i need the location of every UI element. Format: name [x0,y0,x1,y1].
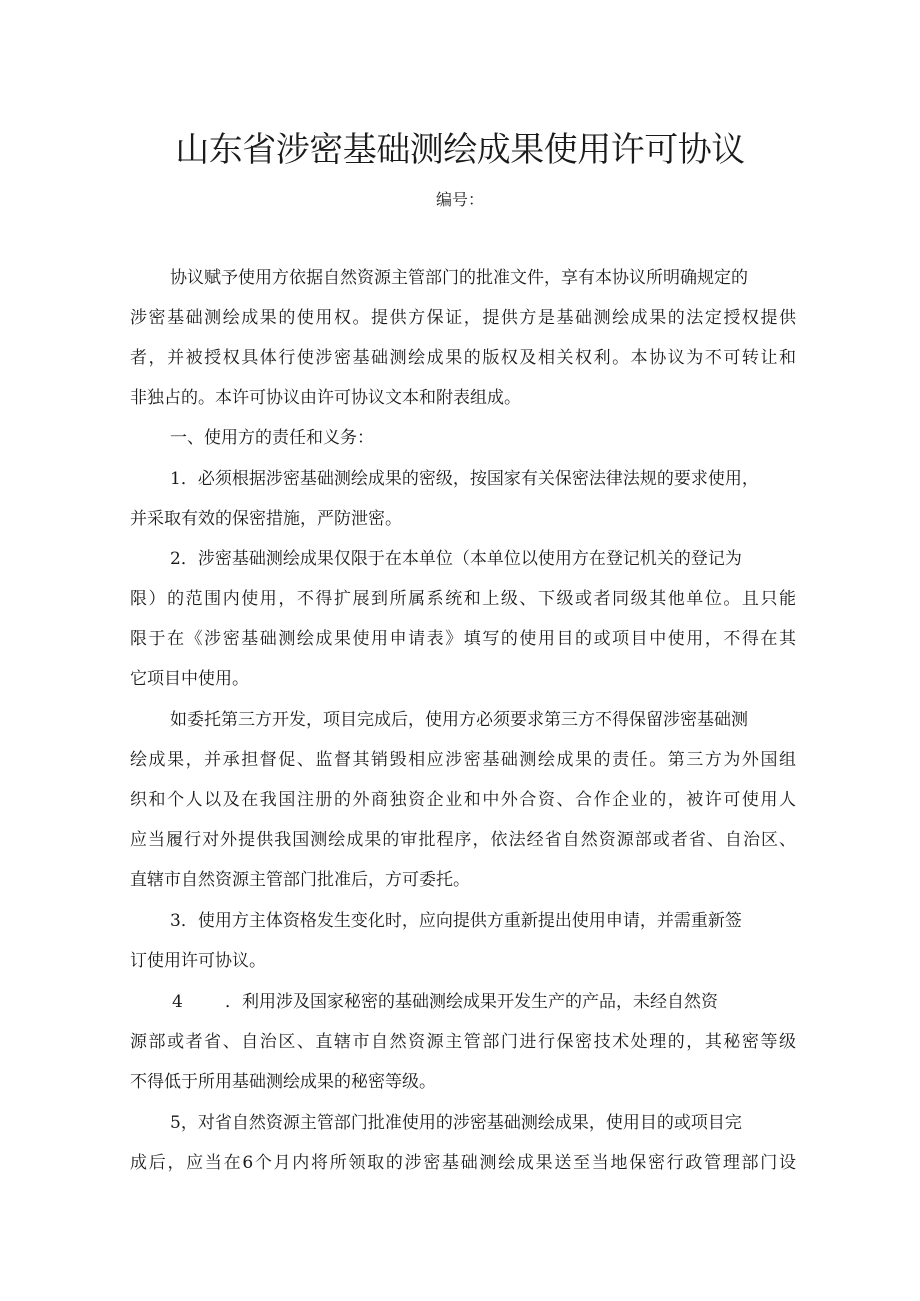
serial-number-label: 编号： [435,190,484,209]
intro-line-1: 协议赋予使用方依据自然资源主管部门的批准文件，享有本协议所明确规定的 [170,268,748,288]
intro-line-3: 者，并被授权具体行使涉密基础测绘成果的版权及相关权利。本协议为不可转让和 [130,348,796,368]
item-2-line-1: 2．涉密基础测绘成果仅限于在本单位（本单位以使用方在登记机关的登记为 [170,549,742,569]
item-1-line-1: 1．必须根据涉密基础测绘成果的密级，按国家有关保密法律法规的要求使用， [170,469,759,489]
item-2b-line-4: 应当履行对外提供我国测绘成果的审批程序，依法经省自然资源部或者省、自治区、 [130,830,796,850]
item-2-line-2: 限）的范围内使用，不得扩展到所属系统和上级、下级或者同级其他单位。且只能 [130,589,796,609]
item-2-line-4: 它项目中使用。 [130,669,249,689]
item-4-number: 4 [172,992,183,1012]
item-3-line-1: 3．使用方主体资格发生变化时，应向提供方重新提出使用申请，并需重新签 [170,911,742,931]
item-2b-line-5: 直辖市自然资源主管部门批准后，方可委托。 [130,870,470,890]
item-3-line-2: 订使用许可协议。 [130,951,266,971]
item-2b-line-3: 织和个人以及在我国注册的外商独资企业和中外合资、合作企业的，被许可使用人 [130,790,796,810]
item-1-line-2: 并采取有效的保密措施，严防泄密。 [130,509,402,529]
item-2b-line-2: 绘成果，并承担督促、监督其销毁相应涉密基础测绘成果的责任。第三方为外国组 [130,750,796,770]
document-title: 山东省涉密基础测绘成果使用许可协议 [175,130,745,170]
intro-line-2: 涉密基础测绘成果的使用权。提供方保证，提供方是基础测绘成果的法定授权提供 [130,308,796,328]
section-heading: 一、使用方的责任和义务： [170,428,374,448]
item-5-line-1: 5，对省自然资源主管部门批准使用的涉密基础测绘成果，使用目的或项目完 [170,1113,742,1133]
item-2b-line-1: 如委托第三方开发，项目完成后，使用方必须要求第三方不得保留涉密基础测 [170,710,748,730]
item-2-line-3: 限于在《涉密基础测绘成果使用申请表》填写的使用目的或项目中使用，不得在其 [130,629,796,649]
intro-line-4: 非独占的。本许可协议由许可协议文本和附表组成。 [130,388,521,408]
item-4-line-2: 源部或者省、自治区、直辖市自然资源主管部门进行保密技术处理的，其秘密等级 [130,1032,796,1052]
item-4-line-1: ．利用涉及国家秘密的基础测绘成果开发生产的产品，未经自然资 [225,992,718,1012]
item-5-line-2: 成后，应当在6个月内将所领取的涉密基础测绘成果送至当地保密行政管理部门设 [130,1153,796,1173]
item-4-line-3: 不得低于所用基础测绘成果的秘密等级。 [130,1072,436,1092]
